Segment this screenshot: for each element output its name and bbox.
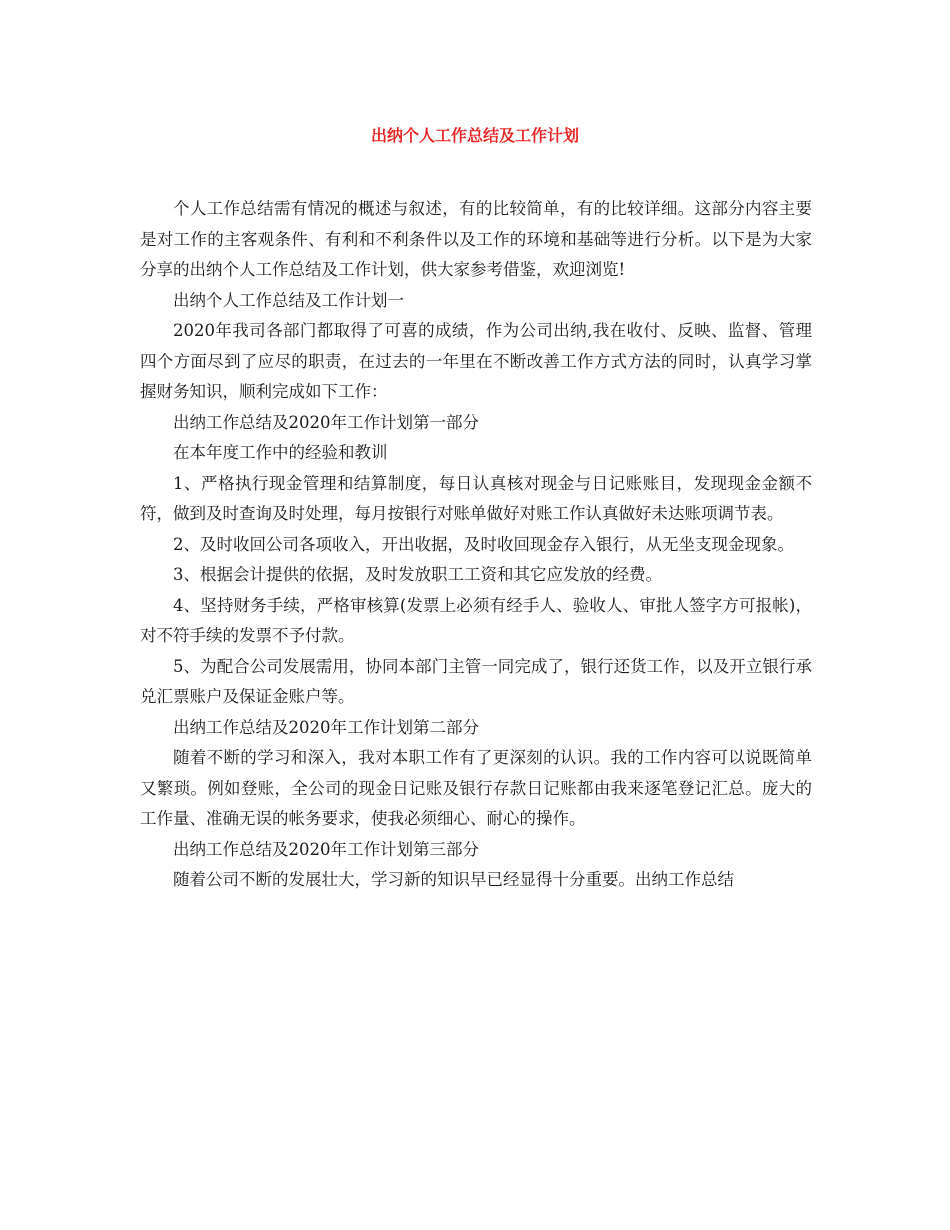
part-heading-2: 出纳工作总结及2020年工作计划第二部分 — [173, 717, 479, 737]
section-heading-1: 出纳个人工作总结及工作计划一 — [173, 290, 404, 310]
summary-paragraph: 2020年我司各部门都取得了可喜的成绩，作为公司出纳,我在收付、反映、监督、管理四个方面尽到了应尽的职责，在过去的一年里在不断改善工作方式方法的同时，认真学习掌握财务知识，顺利完成如下工作： — [140, 321, 812, 401]
list-item-2: 2、及时收回公司各项收入，开出收据，及时收回现金存入银行，从无坐支现金现象。 — [173, 534, 794, 554]
list-item-3: 3、根据会计提供的依据，及时发放职工工资和其它应发放的经费。 — [173, 565, 662, 584]
part-heading-3: 出纳工作总结及2020年工作计划第三部分 — [173, 839, 479, 859]
part-2-paragraph: 随着不断的学习和深入，我对本职工作有了更深刻的认识。我的工作内容可以说既简单又繁琐。例如登账，全公司的现金日记账及银行存款日记账都由我来逐笔登记汇总。庞大的工作量、准确无误的帐务要求，使我必须细心、耐心的操作。 — [140, 748, 812, 828]
part-3-paragraph: 随着公司不断的发展壮大，学习新的知识早已经显得十分重要。出纳工作总结 — [173, 870, 734, 889]
part-heading-1: 出纳工作总结及2020年工作计划第一部分 — [173, 412, 479, 432]
list-item-1: 1、严格执行现金管理和结算制度，每日认真核对现金与日记账账目，发现现金金额不符，做到及时查询及时处理，每月按银行对账单做好对账工作认真做好未达账项调节表。 — [140, 473, 812, 523]
list-item-4: 4、坚持财务手续，严格审核算(发票上必须有经手人、验收人、审批人签字方可报帐)，对不符手续的发票不予付款。 — [140, 595, 812, 645]
intro-paragraph: 个人工作总结需有情况的概述与叙述，有的比较简单，有的比较详细。这部分内容主要是对工作的主客观条件、有利和不利条件以及工作的环境和基础等进行分析。以下是为大家分享的出纳个人工作总结及工作计划，供大家参考借鉴，欢迎浏览! — [140, 199, 812, 279]
document-body — [140, 194, 812, 896]
list-item-5: 5、为配合公司发展需用，协同本部门主管一同完成了，银行还货工作，以及开立银行承兑汇票账户及保证金账户等。 — [140, 656, 812, 706]
document-title: 出纳个人工作总结及工作计划 — [370, 126, 579, 145]
subheading-experience: 在本年度工作中的经验和教训 — [173, 443, 388, 462]
